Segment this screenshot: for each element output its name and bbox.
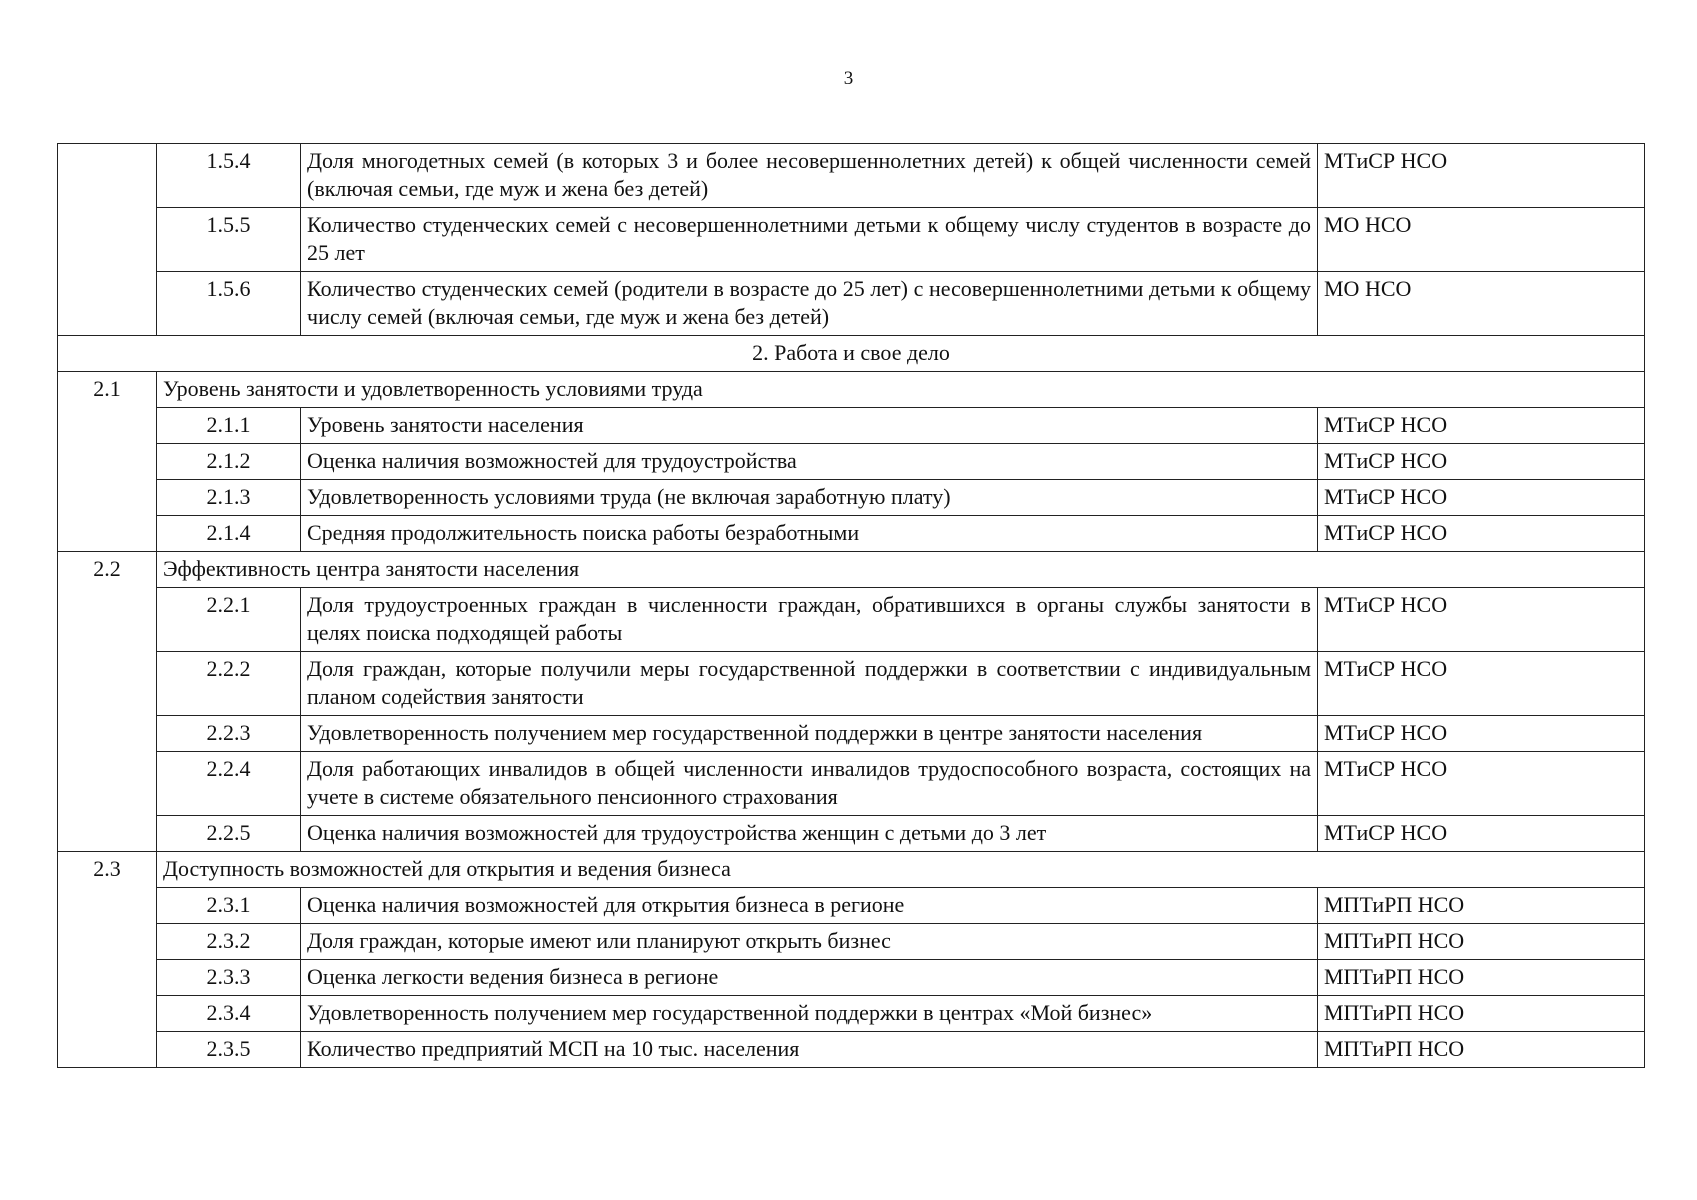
row-number: 2.3.5 bbox=[157, 1032, 301, 1068]
indicator-text: Средняя продолжительность поиска работы безработными bbox=[301, 516, 1318, 552]
indicator-text: Доля работающих инвалидов в общей численности инвалидов трудоспособного возраста, состоящих на учете в системе обязательного пенсионного страхования bbox=[301, 752, 1318, 816]
row-number: 2.2.1 bbox=[157, 588, 301, 652]
responsible-body: МТиСР НСО bbox=[1318, 588, 1645, 652]
indicator-text: Оценка наличия возможностей для трудоустройства bbox=[301, 444, 1318, 480]
row-number: 2.1.3 bbox=[157, 480, 301, 516]
table-row bbox=[58, 408, 1645, 444]
group-row bbox=[58, 372, 1645, 408]
page-number: 3 bbox=[843, 68, 854, 89]
indicator-text: Оценка наличия возможностей для открытия бизнеса в регионе bbox=[301, 888, 1318, 924]
row-number: 2.2.2 bbox=[157, 652, 301, 716]
responsible-body: МО НСО bbox=[1318, 272, 1645, 336]
responsible-body: МТиСР НСО bbox=[1318, 752, 1645, 816]
group-title: Доступность возможностей для открытия и ведения бизнеса bbox=[157, 852, 1645, 888]
indicator-text: Количество студенческих семей (родители в возрасте до 25 лет) с несовершеннолетними детьми к общему числу семей (включая семьи, где муж и жена без детей) bbox=[301, 272, 1318, 336]
indicator-text: Оценка наличия возможностей для трудоустройства женщин с детьми до 3 лет bbox=[301, 816, 1318, 852]
responsible-body: МТиСР НСО bbox=[1318, 716, 1645, 752]
responsible-body: МТиСР НСО bbox=[1318, 652, 1645, 716]
responsible-body: МПТиРП НСО bbox=[1318, 888, 1645, 924]
table-row bbox=[58, 752, 1645, 816]
table-row bbox=[58, 888, 1645, 924]
table-row bbox=[58, 996, 1645, 1032]
table-row bbox=[58, 924, 1645, 960]
responsible-body: МТиСР НСО bbox=[1318, 516, 1645, 552]
row-number: 1.5.6 bbox=[157, 272, 301, 336]
table-row bbox=[58, 960, 1645, 996]
row-number: 2.2.3 bbox=[157, 716, 301, 752]
responsible-body: МТиСР НСО bbox=[1318, 144, 1645, 208]
responsible-body: МПТиРП НСО bbox=[1318, 924, 1645, 960]
group-title: Эффективность центра занятости населения bbox=[157, 552, 1645, 588]
indicator-text: Удовлетворенность получением мер государственной поддержки в центре занятости населения bbox=[301, 716, 1318, 752]
responsible-body: МПТиРП НСО bbox=[1318, 1032, 1645, 1068]
group-code: 2.3 bbox=[58, 852, 157, 1068]
row-number: 2.1.2 bbox=[157, 444, 301, 480]
row-number: 2.1.4 bbox=[157, 516, 301, 552]
table-row bbox=[58, 480, 1645, 516]
row-number: 2.3.2 bbox=[157, 924, 301, 960]
group-row bbox=[58, 552, 1645, 588]
table-row bbox=[58, 144, 1645, 208]
group-code: 2.2 bbox=[58, 552, 157, 852]
responsible-body: МПТиРП НСО bbox=[1318, 996, 1645, 1032]
responsible-body: МТиСР НСО bbox=[1318, 444, 1645, 480]
table-row bbox=[58, 516, 1645, 552]
responsible-body: МО НСО bbox=[1318, 208, 1645, 272]
indicator-text: Удовлетворенность получением мер государственной поддержки в центрах «Мой бизнес» bbox=[301, 996, 1318, 1032]
row-number: 2.3.1 bbox=[157, 888, 301, 924]
group-row bbox=[58, 852, 1645, 888]
row-number: 2.3.4 bbox=[157, 996, 301, 1032]
table-row bbox=[58, 272, 1645, 336]
table-row bbox=[58, 652, 1645, 716]
responsible-body: МТиСР НСО bbox=[1318, 816, 1645, 852]
section-title: 2. Работа и свое дело bbox=[58, 336, 1645, 372]
row-number: 2.2.4 bbox=[157, 752, 301, 816]
indicator-text: Доля граждан, которые имеют или планируют открыть бизнес bbox=[301, 924, 1318, 960]
row-number: 2.3.3 bbox=[157, 960, 301, 996]
indicator-text: Доля трудоустроенных граждан в численности граждан, обратившихся в органы службы занятости в целях поиска подходящей работы bbox=[301, 588, 1318, 652]
table-row bbox=[58, 208, 1645, 272]
indicator-text: Уровень занятости населения bbox=[301, 408, 1318, 444]
indicator-text: Оценка легкости ведения бизнеса в регионе bbox=[301, 960, 1318, 996]
row-number: 2.1.1 bbox=[157, 408, 301, 444]
indicator-text: Количество студенческих семей с несовершеннолетними детьми к общему числу студентов в возрасте до 25 лет bbox=[301, 208, 1318, 272]
indicator-text: Доля многодетных семей (в которых 3 и более несовершеннолетних детей) к общей численности семей (включая семьи, где муж и жена без детей) bbox=[301, 144, 1318, 208]
indicators-table bbox=[57, 143, 1645, 1068]
indicator-text: Удовлетворенность условиями труда (не включая заработную плату) bbox=[301, 480, 1318, 516]
row-number: 2.2.5 bbox=[157, 816, 301, 852]
responsible-body: МТиСР НСО bbox=[1318, 480, 1645, 516]
group-title: Уровень занятости и удовлетворенность условиями труда bbox=[157, 372, 1645, 408]
table-row bbox=[58, 588, 1645, 652]
indicator-text: Доля граждан, которые получили меры государственной поддержки в соответствии с индивидуальным планом содействия занятости bbox=[301, 652, 1318, 716]
row-number: 1.5.4 bbox=[157, 144, 301, 208]
section-row bbox=[58, 336, 1645, 372]
responsible-body: МТиСР НСО bbox=[1318, 408, 1645, 444]
responsible-body: МПТиРП НСО bbox=[1318, 960, 1645, 996]
indicator-text: Количество предприятий МСП на 10 тыс. населения bbox=[301, 1032, 1318, 1068]
table-row bbox=[58, 444, 1645, 480]
group-code: 2.1 bbox=[58, 372, 157, 552]
group-code-cell bbox=[58, 144, 157, 336]
table-row bbox=[58, 716, 1645, 752]
row-number: 1.5.5 bbox=[157, 208, 301, 272]
table-row bbox=[58, 1032, 1645, 1068]
table-row bbox=[58, 816, 1645, 852]
